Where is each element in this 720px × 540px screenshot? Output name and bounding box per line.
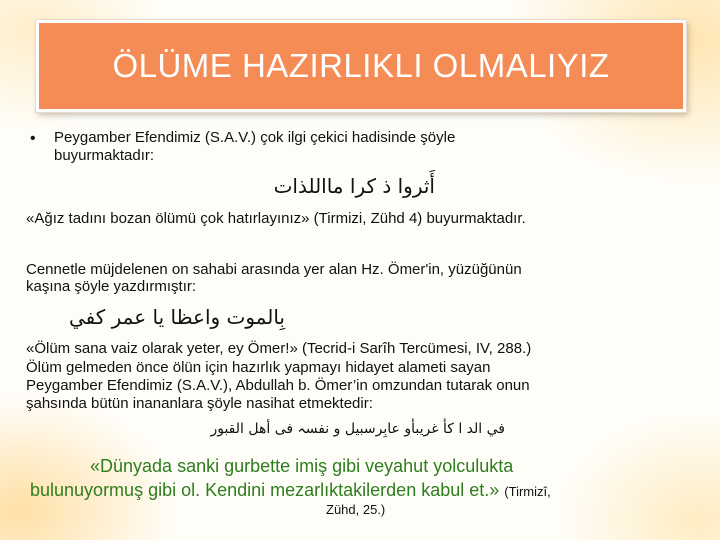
quote-line-2-wrap [30,480,551,502]
para-3-line-3: şahsında bütün inananlara şöyle nasihat etmektedir: [26,395,373,412]
para-3-line-2: Peygamber Efendimiz (S.A.V.), Abdullah b. Ömer’in omzundan tutarak onun [26,377,530,394]
para-3-line-1: Ölüm gelmeden önce ölün için hazırlık yapmayı hidayet alameti sayan [26,359,491,376]
quote-line-1: «Dünyada sanki gurbette imiş gibi veyahut yolculukta [90,456,514,476]
arabic-text-2: بِالموت واعظا يا عمر كفي [68,305,285,329]
hadith-1: «Ağız tadını bozan ölümü çok hatırlayınız» (Tirmizi, Zühd 4) buyurmaktadır. [26,210,526,227]
hadith-2: «Ölüm sana vaiz olarak yeter, ey Ömer!» (Tecrid-i Sarîh Tercümesi, IV, 288.) [26,340,532,357]
quote-reference-2: Zühd, 25.) [326,502,386,517]
bullet: • [30,130,36,147]
quote-line-2: bulunuyormuş gibi ol. Kendini mezarlıktakilerden kabul et.» [30,480,500,500]
intro-line-2: buyurmaktadır: [54,147,155,164]
quote-reference-1: (Tirmizî, [504,484,551,499]
arabic-text-1: أَثروا ذ كرا مااللذات [273,174,435,198]
para-2-line-1: Cennetle müjdelenen on sahabi arasında yer alan Hz. Ömer'in, yüzüğünün [26,261,522,278]
para-2-line-2: kaşına şöyle yazdırmıştır: [26,278,197,295]
intro-line-1: Peygamber Efendimiz (S.A.V.) çok ilgi çekici hadisinde şöyle [54,129,456,146]
slide-title: ÖLÜME HAZIRLIKLI OLMALIYIZ [112,47,610,84]
arabic-text-3: في الد ا كأ غريبأو عابِرسبيل و نفسہ فی أهل القبور [210,421,505,437]
